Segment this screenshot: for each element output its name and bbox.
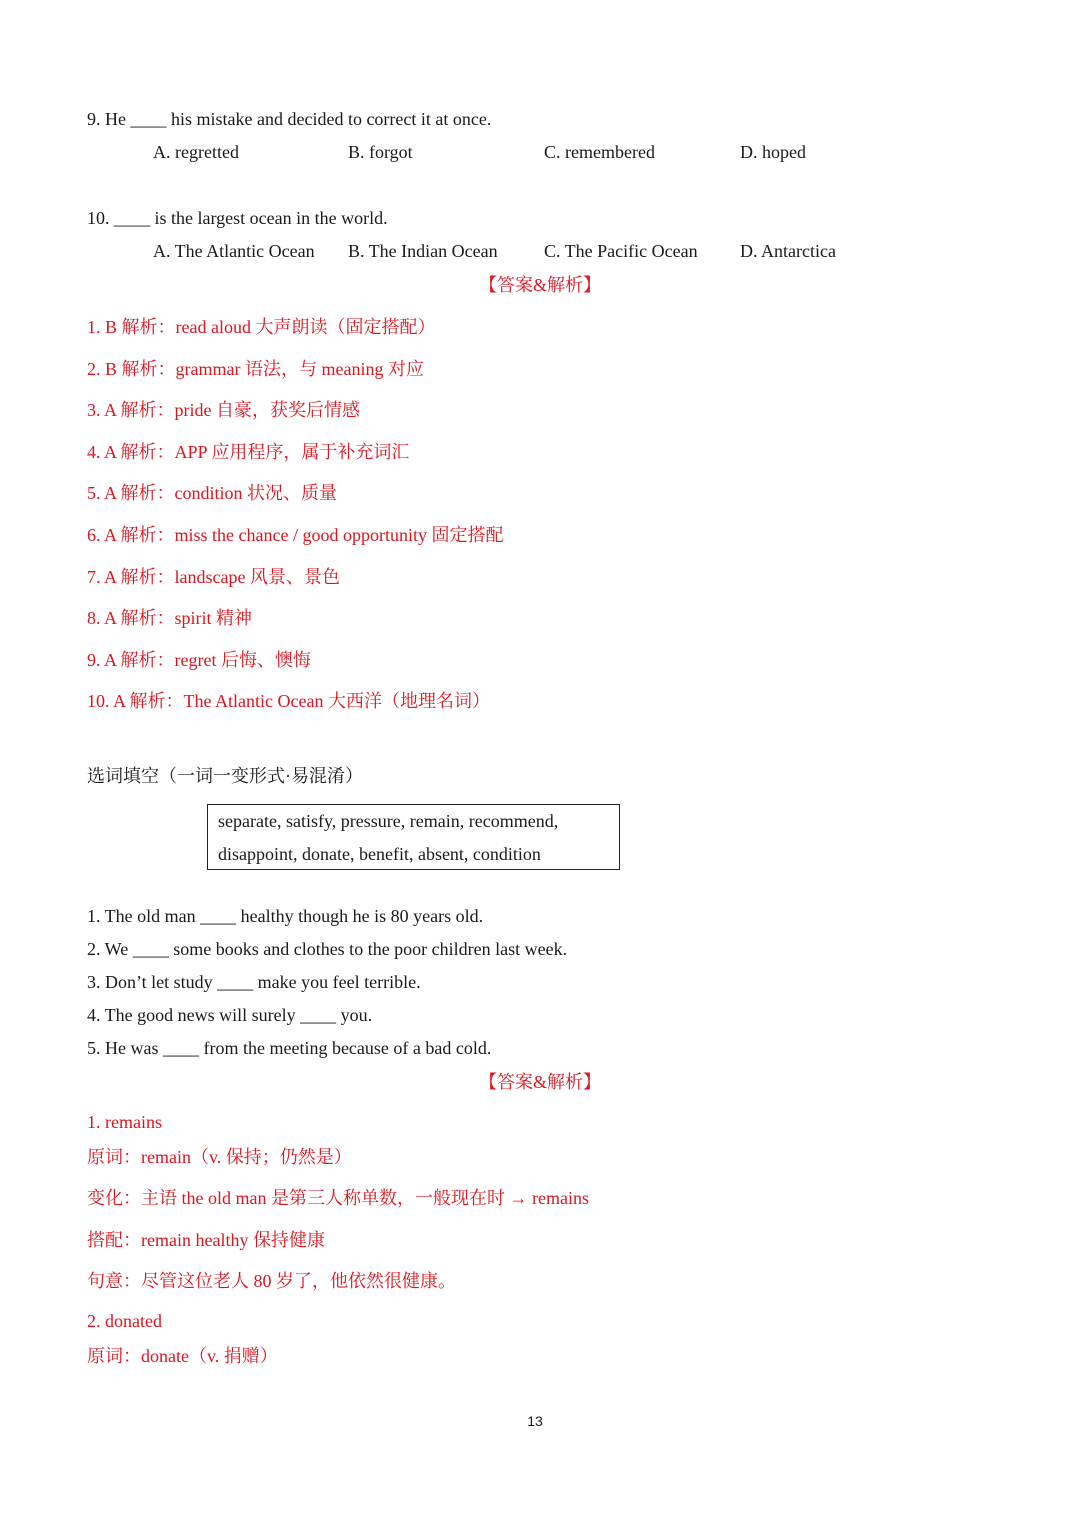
answer-item: 1. B 解析：read aloud 大声朗读（固定搭配） [87, 317, 436, 337]
question-10-option-d: D. Antarctica [740, 241, 836, 261]
fill-question-4: 4. The good news will surely ____ you. [87, 1005, 373, 1025]
answer-item: 10. A 解析：The Atlantic Ocean 大西洋（地理名词） [87, 691, 490, 711]
question-10-stem: 10. ____ is the largest ocean in the world. [87, 208, 388, 228]
fill-question-2: 2. We ____ some books and clothes to the poor children last week. [87, 939, 568, 959]
question-9-option-c: C. remembered [544, 142, 655, 162]
word-box [207, 804, 620, 870]
question-9-option-d: D. hoped [740, 142, 806, 162]
question-9-option-b: B. forgot [348, 142, 413, 162]
fill-question-1: 1. The old man ____ healthy though he is 80 years old. [87, 906, 484, 926]
answer-item: 6. A 解析：miss the chance / good opportunity 固定搭配 [87, 525, 504, 545]
page-number: 13 [527, 1413, 543, 1429]
fill-question-5: 5. He was ____ from the meeting because of a bad cold. [87, 1038, 492, 1058]
answer-item: 1. remains [87, 1112, 162, 1132]
question-10-option-a: A. The Atlantic Ocean [153, 241, 315, 261]
answer-item: 搭配：remain healthy 保持健康 [87, 1230, 325, 1250]
question-10-option-c: C. The Pacific Ocean [544, 241, 698, 261]
answer-item: 9. A 解析：regret 后悔、懊悔 [87, 650, 311, 670]
word-box-line: separate, satisfy, pressure, remain, recommend, [218, 811, 559, 831]
answer-heading: 【答案&解析】 [478, 1072, 601, 1092]
answer-item: 原词：donate（v. 捐赠） [87, 1346, 278, 1366]
answer-item: 句意：尽管这位老人 80 岁了，他依然很健康。 [87, 1271, 456, 1291]
answer-item: 7. A 解析：landscape 风景、景色 [87, 567, 340, 587]
answer-item: 4. A 解析：APP 应用程序，属于补充词汇 [87, 442, 410, 462]
answer-item: 2. donated [87, 1311, 162, 1331]
answer-item: 3. A 解析：pride 自豪，获奖后情感 [87, 400, 360, 420]
answer-item: 8. A 解析：spirit 精神 [87, 608, 253, 628]
word-box-line: disappoint, donate, benefit, absent, condition [218, 844, 541, 864]
section-title: 选词填空（一词一变形式·易混淆） [87, 766, 363, 786]
question-9-option-a: A. regretted [153, 142, 239, 162]
question-9-stem: 9. He ____ his mistake and decided to correct it at once. [87, 109, 492, 129]
answer-item: 5. A 解析：condition 状况、质量 [87, 483, 338, 503]
question-10-option-b: B. The Indian Ocean [348, 241, 498, 261]
fill-question-3: 3. Don’t let study ____ make you feel terrible. [87, 972, 421, 992]
answer-item: 原词：remain（v. 保持；仍然是） [87, 1147, 352, 1167]
answer-heading: 【答案&解析】 [478, 275, 601, 295]
answer-item: 2. B 解析：grammar 语法，与 meaning 对应 [87, 359, 424, 379]
answer-item: 变化：主语 the old man 是第三人称单数，一般现在时 → remains [87, 1188, 589, 1208]
